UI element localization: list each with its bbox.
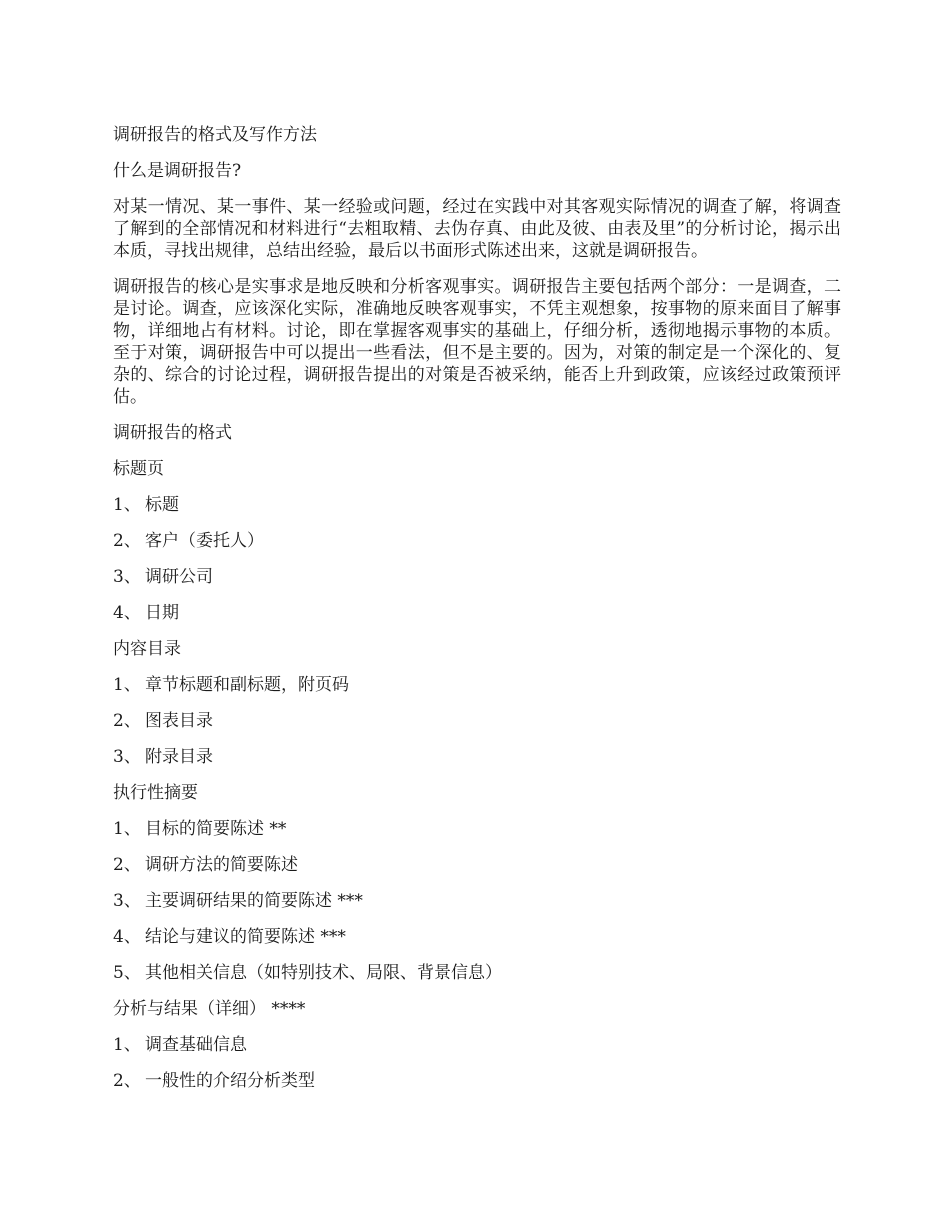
list-item-number: 3、 [113, 891, 141, 911]
list-item-number: 2、 [113, 1071, 141, 1091]
list-item [113, 1070, 841, 1092]
list-item-number: 1、 [113, 819, 141, 839]
list-item-text: 一般性的介绍分析类型 [145, 1071, 315, 1091]
list-item [113, 818, 841, 840]
list-item-number: 3、 [113, 747, 141, 767]
list-item-text: 章节标题和副标题，附页码 [145, 675, 349, 695]
document-title: 调研报告的格式及写作方法 [113, 125, 317, 145]
section-heading-contents: 内容目录 [113, 639, 181, 659]
list-item [113, 854, 841, 876]
list-item [113, 926, 841, 948]
definition-paragraph: 对某一情况、某一事件、某一经验或问题，经过在实践中对其客观实际情况的调查了解，将调查了解到的全部情况和材料进行“去粗取精、去伪存真、由此及彼、由表及里”的分析讨论，揭示出本质，寻找出规律，总结出经验，最后以书面形式陈述出来，这就是调研报告。 [113, 197, 841, 261]
list-item [113, 1034, 841, 1056]
list-item [113, 602, 841, 624]
list-item [113, 494, 841, 516]
list-item-text: 调研方法的简要陈述 [145, 855, 298, 875]
list-item-text: 主要调研结果的简要陈述 *** [145, 891, 363, 911]
list-item [113, 962, 841, 984]
list-item-text: 结论与建议的简要陈述 *** [145, 927, 346, 947]
list-item-number: 1、 [113, 495, 141, 515]
list-item-number: 2、 [113, 855, 141, 875]
list-item-text: 日期 [145, 603, 179, 623]
list-item [113, 530, 841, 552]
list-item-text: 调研公司 [145, 567, 213, 587]
list-item-number: 1、 [113, 1035, 141, 1055]
core-paragraph: 调研报告的核心是实事求是地反映和分析客观事实。调研报告主要包括两个部分：一是调查，二是讨论。调查，应该深化实际，准确地反映客观事实，不凭主观想象，按事物的原来面目了解事物，详细地占有材料。讨论，即在掌握客观事实的基础上，仔细分析，透彻地揭示事物的本质。至于对策，调研报告中可以提出一些看法，但不是主要的。因为，对策的制定是一个深化的、复杂的、综合的讨论过程，调研报告提出的对策是否被采纳，能否上升到政策，应该经过政策预评估。 [113, 277, 841, 407]
section-heading-summary: 执行性摘要 [113, 783, 198, 803]
list-item-text: 目标的简要陈述 ** [145, 819, 287, 839]
list-item [113, 890, 841, 912]
list-item-text: 图表目录 [145, 711, 213, 731]
list-item-number: 2、 [113, 531, 141, 551]
section-heading-analysis: 分析与结果（详细） **** [113, 999, 306, 1019]
list-item-text: 附录目录 [145, 747, 213, 767]
list-item-number: 5、 [113, 963, 141, 983]
section-heading-title-page: 标题页 [113, 459, 164, 479]
list-item-text: 客户（委托人） [145, 531, 264, 551]
list-item [113, 746, 841, 768]
list-item-number: 3、 [113, 567, 141, 587]
list-item-number: 1、 [113, 675, 141, 695]
list-item-text: 标题 [145, 495, 179, 515]
document-page [113, 124, 841, 1106]
list-item-number: 4、 [113, 927, 141, 947]
list-item-number: 4、 [113, 603, 141, 623]
list-item [113, 674, 841, 696]
list-item-number: 2、 [113, 711, 141, 731]
list-item-text: 其他相关信息（如特别技术、局限、背景信息） [145, 963, 502, 983]
format-heading: 调研报告的格式 [113, 423, 232, 443]
question-heading: 什么是调研报告? [113, 161, 242, 181]
list-item [113, 710, 841, 732]
list-item [113, 566, 841, 588]
list-item-text: 调查基础信息 [145, 1035, 247, 1055]
